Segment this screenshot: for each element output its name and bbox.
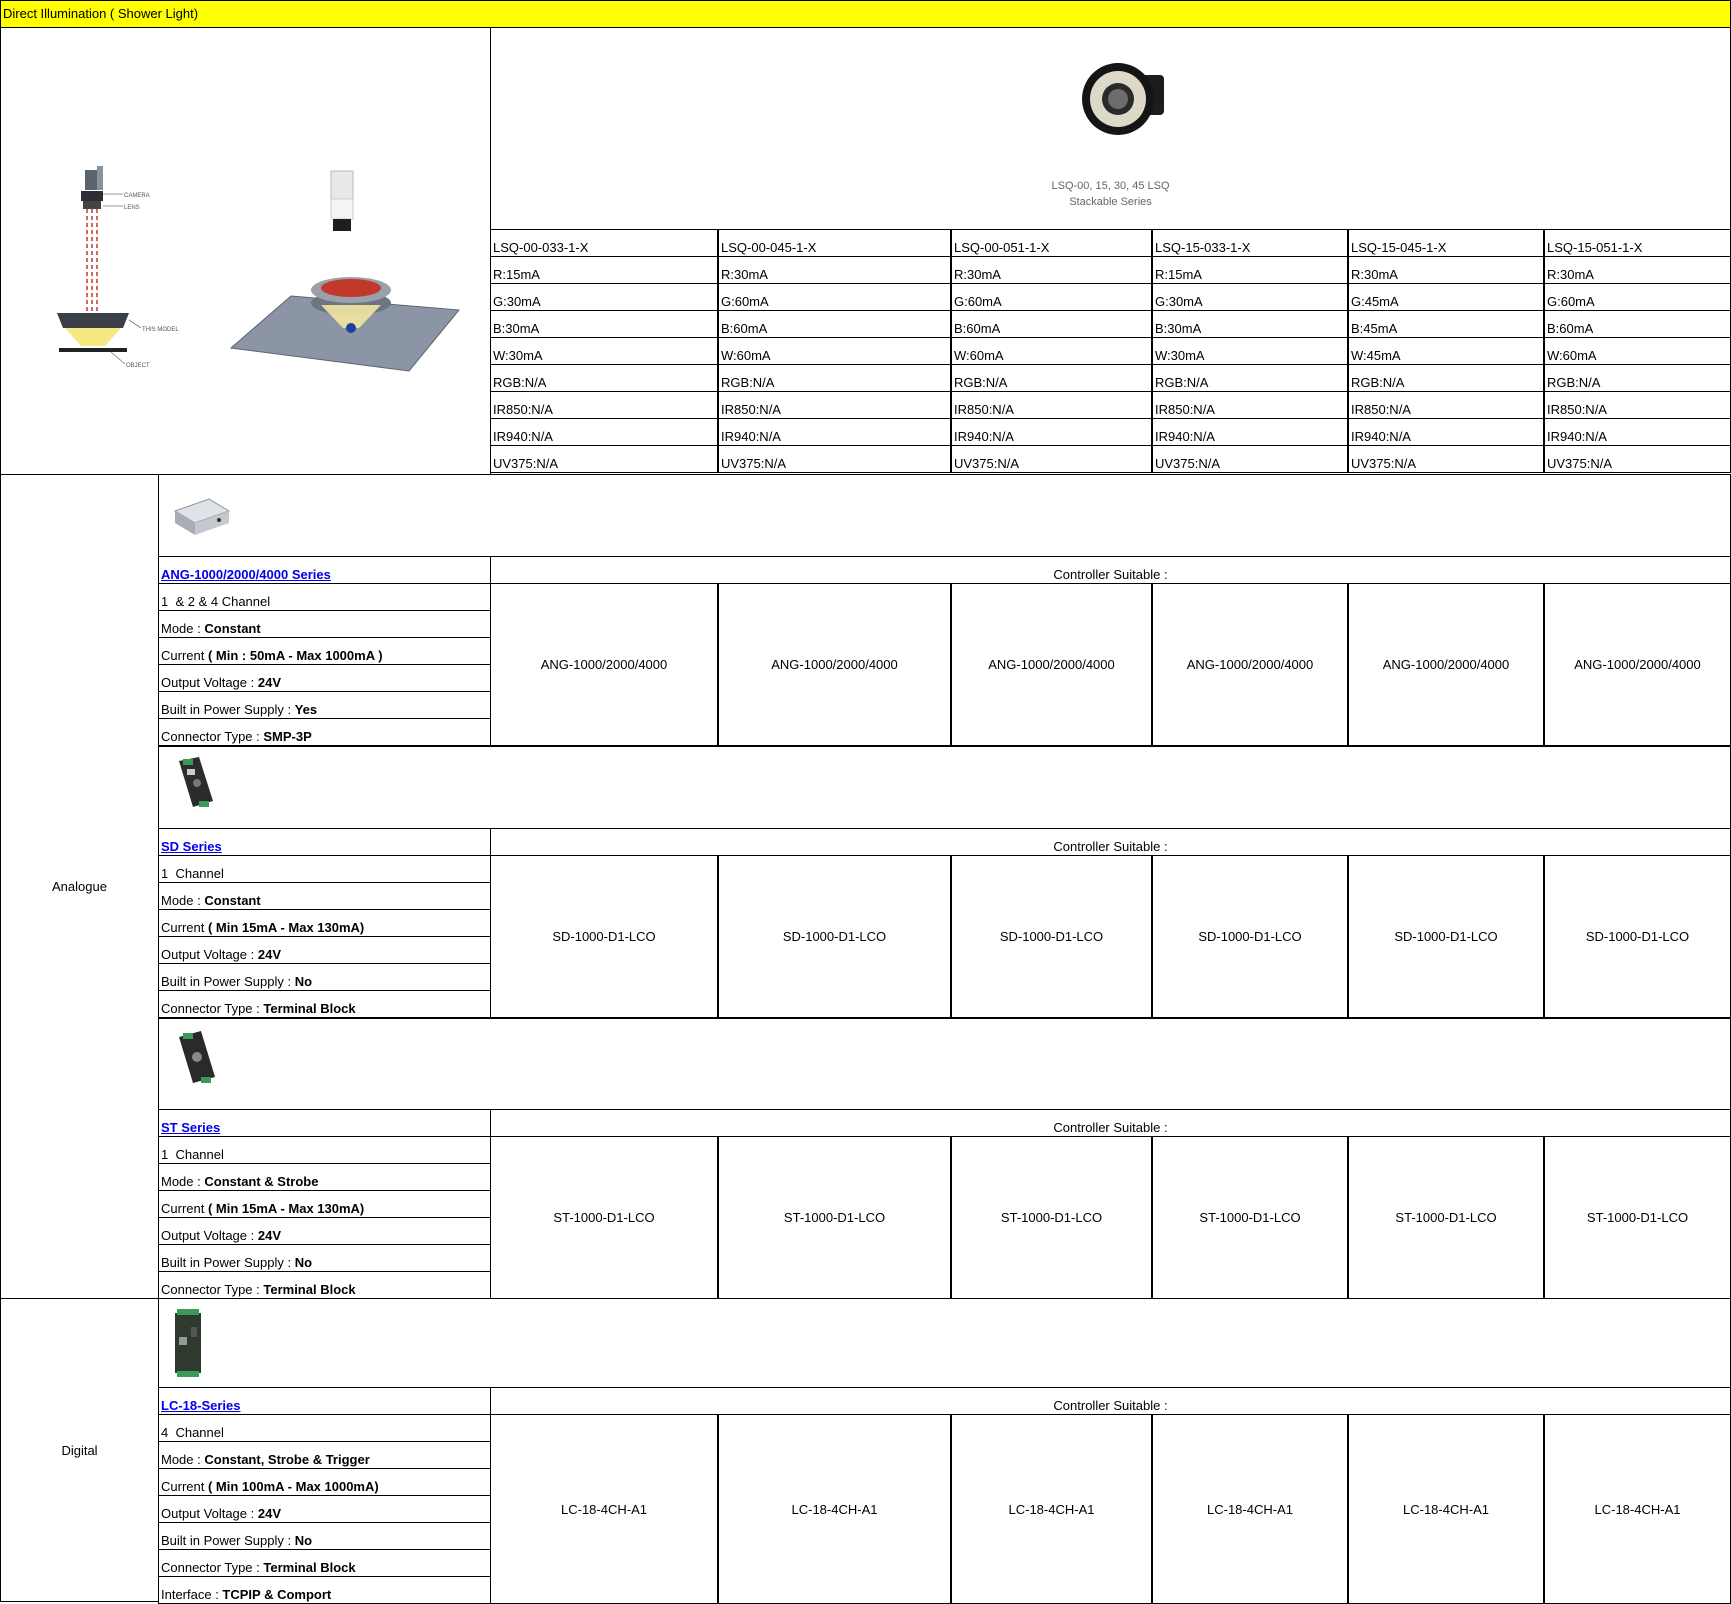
controller-model-name: SD-1000-D1-LCO — [1585, 929, 1690, 944]
controller-spec-label: 1 Channel — [161, 866, 224, 881]
controller-spec-row — [158, 1441, 491, 1469]
model-spec-value: IR850:N/A — [493, 402, 553, 417]
model-spec-value: RGB:N/A — [493, 375, 547, 390]
model-spec-value: IR850:N/A — [954, 402, 1014, 417]
model-spec — [490, 337, 718, 365]
model-spec — [1544, 445, 1731, 473]
controller-spec-value: Terminal Block — [263, 1282, 356, 1297]
controller-suitable-cell — [718, 855, 951, 1018]
model-spec — [718, 256, 951, 284]
controller-spec-row — [158, 691, 491, 719]
sd-controller-icon — [169, 755, 219, 815]
controller-image — [169, 491, 233, 542]
controller-spec-label: Output Voltage : — [161, 1506, 258, 1521]
model-spec — [490, 364, 718, 392]
controller-spec-row — [158, 1468, 491, 1496]
model-spec — [1348, 337, 1544, 365]
controller-spec-value: No — [294, 1255, 313, 1270]
model-spec — [1152, 391, 1348, 419]
controller-spec-row — [158, 1217, 491, 1245]
model-spec-value: R:30mA — [1547, 267, 1594, 282]
controller-spec-row — [158, 637, 491, 665]
controller-series-link[interactable]: ANG-1000/2000/4000 Series — [161, 567, 331, 582]
model-spec — [1544, 418, 1731, 446]
model-spec — [490, 418, 718, 446]
model-spec-value: IR850:N/A — [1547, 402, 1607, 417]
diagram-label-camera: CAMERA — [124, 193, 150, 199]
model-spec-value: W:60mA — [1547, 348, 1597, 363]
controller-suitable-cell — [1152, 1414, 1348, 1604]
model-spec-value: G:60mA — [721, 294, 769, 309]
controller-spec-value: Terminal Block — [263, 1001, 356, 1016]
controller-model-name: LC-18-4CH-A1 — [1403, 1501, 1489, 1517]
model-spec-value: B:30mA — [493, 321, 540, 336]
shower-light-render-icon — [231, 171, 459, 371]
model-spec-value: W:30mA — [1155, 348, 1205, 363]
controller-spec-label: Connector Type : — [161, 1560, 264, 1575]
model-spec — [718, 310, 951, 338]
controller-spec-label: Output Voltage : — [161, 1228, 258, 1243]
lc18-controller-icon — [169, 1307, 209, 1379]
controller-suitable-cell — [1544, 855, 1731, 1018]
controller-spec-label: Connector Type : — [161, 729, 264, 744]
controller-suitable-cell — [1348, 583, 1544, 746]
controller-spec-label: Current — [161, 920, 208, 935]
controller-suitable-cell — [951, 855, 1152, 1018]
model-spec — [1152, 256, 1348, 284]
controller-model-name: ST-1000-D1-LCO — [1199, 1210, 1301, 1225]
model-header — [718, 229, 951, 257]
model-header — [1152, 229, 1348, 257]
model-spec-value: W:60mA — [721, 348, 771, 363]
controller-suitable-cell — [490, 1414, 718, 1604]
model-spec-value: W:45mA — [1351, 348, 1401, 363]
model-spec — [490, 445, 718, 473]
controller-spec-value: No — [294, 1533, 313, 1548]
model-spec-value: W:30mA — [493, 348, 543, 363]
illustration-area — [0, 27, 491, 475]
controller-spec-value: ( Min : 50mA - Max 1000mA ) — [207, 648, 383, 663]
controller-suitable-label: Controller Suitable : — [1053, 1398, 1168, 1413]
model-spec — [1544, 364, 1731, 392]
controller-spec-label: 4 Channel — [161, 1425, 224, 1440]
shower-light-diagram — [1, 28, 491, 475]
model-spec-value: B:45mA — [1351, 321, 1398, 336]
model-spec — [490, 310, 718, 338]
controller-spec-row — [158, 936, 491, 964]
controller-spec-value: SMP-3P — [263, 729, 312, 744]
model-spec-value: UV375:N/A — [721, 456, 787, 471]
model-spec — [718, 418, 951, 446]
controller-suitable-label: Controller Suitable : — [1053, 567, 1168, 582]
sheet-title — [0, 0, 1731, 28]
st-controller-icon — [169, 1027, 221, 1091]
controller-spec-value: No — [294, 974, 313, 989]
controller-model-name: ANG-1000/2000/4000 — [771, 657, 898, 672]
category-label: Digital — [61, 1442, 98, 1458]
model-spec — [1152, 283, 1348, 311]
controller-spec-row — [158, 1576, 491, 1604]
controller-suitable-cell — [718, 1414, 951, 1604]
controller-spec-row — [158, 1244, 491, 1272]
controller-spec-row — [158, 664, 491, 692]
controller-series-link[interactable]: SD Series — [161, 839, 222, 854]
controller-spec-value: ( Min 100mA - Max 1000mA) — [207, 1479, 379, 1494]
controller-spec-label: Output Voltage : — [161, 947, 258, 962]
controller-suitable-cell — [1152, 855, 1348, 1018]
model-spec — [951, 337, 1152, 365]
controller-model-name: LC-18-4CH-A1 — [1594, 1501, 1681, 1517]
model-spec-value: RGB:N/A — [954, 375, 1008, 390]
model-spec — [1544, 391, 1731, 419]
controller-spec-value: Constant, Strobe & Trigger — [204, 1452, 370, 1467]
model-spec — [1544, 337, 1731, 365]
controller-spec-value: TCPIP & Comport — [222, 1587, 332, 1602]
controller-spec-row — [158, 1190, 491, 1218]
model-name: LSQ-00-051-1-X — [954, 240, 1050, 255]
controller-model-name: LC-18-4CH-A1 — [791, 1501, 878, 1517]
controller-suitable-cell — [490, 1136, 718, 1299]
controller-spec-label: Output Voltage : — [161, 675, 258, 690]
model-spec — [1152, 310, 1348, 338]
controller-spec-value: Terminal Block — [263, 1560, 356, 1575]
controller-model-name: SD-1000-D1-LCO — [1198, 929, 1302, 944]
controller-suitable-cell — [718, 1136, 951, 1299]
controller-spec-row — [158, 1271, 491, 1299]
controller-spec-label: Current — [161, 648, 208, 663]
controller-spec-label: Mode : — [161, 1174, 205, 1189]
controller-spec-label: Interface : — [161, 1587, 223, 1602]
category-digital — [0, 1298, 159, 1602]
model-spec — [1348, 310, 1544, 338]
model-name: LSQ-00-045-1-X — [721, 240, 817, 255]
controller-model-name: ANG-1000/2000/4000 — [1186, 657, 1314, 672]
controller-spec-value: 24V — [257, 1506, 281, 1521]
controller-spec-row — [158, 1522, 491, 1550]
controller-spec-value: ( Min 15mA - Max 130mA) — [207, 1201, 365, 1216]
controller-spec-value: 24V — [257, 1228, 281, 1243]
model-spec-value: IR940:N/A — [1155, 429, 1215, 444]
model-spec-value: B:60mA — [1547, 321, 1594, 336]
controller-model-name: ST-1000-D1-LCO — [1395, 1210, 1497, 1225]
model-spec-value: R:15mA — [493, 267, 540, 282]
controller-series-cell[interactable] — [158, 828, 491, 856]
controller-suitable-label: Controller Suitable : — [1053, 1120, 1168, 1135]
controller-model-name: ST-1000-D1-LCO — [1586, 1210, 1689, 1225]
controller-spec-row — [158, 909, 491, 937]
controller-spec-label: Current — [161, 1479, 208, 1494]
controller-series-cell[interactable] — [158, 1109, 491, 1137]
controller-suitable-cell — [718, 583, 951, 746]
model-spec-value: B:60mA — [721, 321, 768, 336]
lsq-light-icon — [1078, 61, 1168, 137]
controller-suitable-cell — [1348, 1414, 1544, 1604]
controller-suitable-cell — [1544, 583, 1731, 746]
model-spec — [951, 283, 1152, 311]
model-spec-value: B:60mA — [954, 321, 1001, 336]
model-spec — [1544, 310, 1731, 338]
controller-image-cell — [158, 746, 1731, 829]
product-caption-line2: Stackable Series — [1069, 196, 1152, 208]
model-spec-value: IR940:N/A — [493, 429, 553, 444]
controller-spec-row — [158, 718, 491, 746]
model-spec — [1152, 418, 1348, 446]
model-spec — [1348, 418, 1544, 446]
controller-image-cell — [158, 1298, 1731, 1388]
controller-spec-row — [158, 1163, 491, 1191]
controller-suitable-cell — [490, 855, 718, 1018]
diagram-label-lens: LENS — [124, 205, 140, 211]
controller-series-cell[interactable] — [158, 556, 491, 584]
controller-spec-value: 24V — [257, 947, 281, 962]
controller-spec-value: Constant & Strobe — [204, 1174, 319, 1189]
model-spec — [951, 445, 1152, 473]
controller-model-name: LC-18-4CH-A1 — [1008, 1501, 1095, 1517]
controller-model-name: ANG-1000/2000/4000 — [988, 657, 1115, 672]
controller-model-name: ANG-1000/2000/4000 — [1382, 657, 1510, 672]
controller-suitable-cell — [1152, 583, 1348, 746]
controller-model-name: SD-1000-D1-LCO — [782, 929, 887, 944]
controller-spec-value: ( Min 15mA - Max 130mA) — [207, 920, 365, 935]
controller-suitable-cell — [1152, 1136, 1348, 1299]
controller-spec-row — [158, 855, 491, 883]
model-spec-value: UV375:N/A — [954, 456, 1020, 471]
controller-model-name: SD-1000-D1-LCO — [999, 929, 1104, 944]
diagram-label-model: THIS MODEL — [142, 327, 179, 333]
model-spec — [1152, 445, 1348, 473]
model-spec-value: IR940:N/A — [721, 429, 781, 444]
model-spec — [490, 283, 718, 311]
model-spec-value: IR850:N/A — [721, 402, 781, 417]
controller-suitable-cell — [1544, 1414, 1731, 1604]
controller-model-name: LC-18-4CH-A1 — [561, 1501, 647, 1517]
controller-suitable-cell — [1544, 1136, 1731, 1299]
model-spec — [1544, 283, 1731, 311]
model-spec — [718, 445, 951, 473]
model-name: LSQ-15-051-1-X — [1547, 240, 1643, 255]
model-spec-value: G:30mA — [493, 294, 541, 309]
model-spec-value: G:60mA — [954, 294, 1002, 309]
controller-series-cell[interactable] — [158, 1387, 491, 1415]
controller-suitable-cell — [1348, 1136, 1544, 1299]
model-spec — [490, 391, 718, 419]
model-spec-value: IR940:N/A — [1351, 429, 1411, 444]
model-spec-value: UV375:N/A — [1351, 456, 1417, 471]
controller-spec-row — [158, 1136, 491, 1164]
model-spec-value: W:60mA — [954, 348, 1004, 363]
controller-model-name: ST-1000-D1-LCO — [783, 1210, 886, 1225]
model-spec — [1348, 445, 1544, 473]
title-text: Direct Illumination ( Shower Light) — [3, 6, 199, 21]
model-spec — [1348, 364, 1544, 392]
controller-spec-row — [158, 1495, 491, 1523]
model-spec — [1152, 337, 1348, 365]
controller-spec-label: Connector Type : — [161, 1282, 264, 1297]
model-spec — [951, 310, 1152, 338]
controller-spec-label: Current — [161, 1201, 208, 1216]
controller-suitable-cell — [1348, 855, 1544, 1018]
model-spec-value: RGB:N/A — [1155, 375, 1209, 390]
controller-suitable-header — [490, 1387, 1731, 1415]
model-header — [951, 229, 1152, 257]
model-spec-value: R:30mA — [721, 267, 768, 282]
controller-image — [169, 1307, 209, 1382]
controller-model-name: ANG-1000/2000/4000 — [1574, 657, 1701, 672]
model-spec — [951, 256, 1152, 284]
controller-suitable-header — [490, 1109, 1731, 1137]
controller-spec-label: 1 & 2 & 4 Channel — [161, 594, 271, 609]
model-spec-value: G:60mA — [1547, 294, 1595, 309]
controller-spec-row — [158, 1414, 491, 1442]
model-name: LSQ-00-033-1-X — [493, 240, 589, 255]
controller-spec-row — [158, 882, 491, 910]
model-name: LSQ-15-033-1-X — [1155, 240, 1251, 255]
controller-suitable-cell — [951, 1414, 1152, 1604]
model-spec-value: IR850:N/A — [1351, 402, 1411, 417]
model-spec — [951, 391, 1152, 419]
controller-spec-label: Built in Power Supply : — [161, 702, 295, 717]
model-spec — [1348, 256, 1544, 284]
model-spec-value: R:30mA — [1351, 267, 1398, 282]
diagram-label-object: OBJECT — [126, 363, 150, 369]
controller-spec-value: Yes — [294, 702, 318, 717]
model-spec — [1544, 256, 1731, 284]
controller-image — [169, 1027, 221, 1094]
controller-suitable-header — [490, 556, 1731, 584]
controller-image-cell — [158, 474, 1731, 557]
model-spec — [951, 418, 1152, 446]
model-spec — [718, 283, 951, 311]
model-spec — [490, 256, 718, 284]
model-spec-value: RGB:N/A — [1547, 375, 1601, 390]
controller-spec-row — [158, 583, 491, 611]
controller-spec-value: 24V — [257, 675, 281, 690]
controller-spec-value: Constant — [204, 621, 261, 636]
controller-spec-label: Connector Type : — [161, 1001, 264, 1016]
category-analogue — [0, 474, 159, 1299]
model-name: LSQ-15-045-1-X — [1351, 240, 1447, 255]
model-spec-value: IR940:N/A — [954, 429, 1014, 444]
model-spec-value: UV375:N/A — [1547, 456, 1613, 471]
controller-spec-label: Mode : — [161, 893, 205, 908]
model-spec-value: UV375:N/A — [493, 456, 559, 471]
controller-series-link[interactable]: ST Series — [161, 1120, 221, 1135]
model-spec — [1348, 283, 1544, 311]
controller-spec-label: 1 Channel — [161, 1147, 224, 1162]
model-spec-value: IR850:N/A — [1155, 402, 1215, 417]
controller-spec-label: Built in Power Supply : — [161, 1533, 295, 1548]
controller-spec-row — [158, 610, 491, 638]
model-spec — [718, 391, 951, 419]
model-spec-value: R:30mA — [954, 267, 1001, 282]
model-header — [1348, 229, 1544, 257]
model-spec-value: G:45mA — [1351, 294, 1399, 309]
controller-spec-row — [158, 1549, 491, 1577]
controller-model-name: ANG-1000/2000/4000 — [540, 657, 668, 672]
controller-spec-row — [158, 990, 491, 1018]
model-spec-value: UV375:N/A — [1155, 456, 1221, 471]
model-spec — [1348, 391, 1544, 419]
controller-suitable-cell — [951, 583, 1152, 746]
product-image-cell — [490, 27, 1731, 230]
controller-model-name: ST-1000-D1-LCO — [553, 1210, 655, 1225]
model-spec — [718, 337, 951, 365]
controller-model-name: ST-1000-D1-LCO — [1000, 1210, 1103, 1225]
analog-controller-box-icon — [169, 491, 233, 539]
controller-spec-row — [158, 963, 491, 991]
controller-spec-label: Mode : — [161, 621, 205, 636]
model-spec-value: R:15mA — [1155, 267, 1202, 282]
model-spec-value: IR940:N/A — [1547, 429, 1607, 444]
model-spec-value: RGB:N/A — [1351, 375, 1405, 390]
controller-image-cell — [158, 1018, 1731, 1110]
model-header — [490, 229, 718, 257]
model-spec-value: G:30mA — [1155, 294, 1203, 309]
category-label: Analogue — [52, 879, 107, 894]
controller-model-name: SD-1000-D1-LCO — [552, 929, 656, 944]
controller-suitable-label: Controller Suitable : — [1053, 839, 1168, 854]
controller-spec-label: Built in Power Supply : — [161, 974, 295, 989]
controller-suitable-cell — [490, 583, 718, 746]
controller-model-name: LC-18-4CH-A1 — [1207, 1501, 1293, 1517]
controller-suitable-cell — [951, 1136, 1152, 1299]
controller-spec-value: Constant — [204, 893, 261, 908]
model-header — [1544, 229, 1731, 257]
model-spec-value: RGB:N/A — [721, 375, 775, 390]
model-spec — [1152, 364, 1348, 392]
controller-spec-label: Built in Power Supply : — [161, 1255, 295, 1270]
controller-image — [169, 755, 219, 818]
model-spec — [718, 364, 951, 392]
controller-suitable-header — [490, 828, 1731, 856]
model-spec — [951, 364, 1152, 392]
controller-model-name: SD-1000-D1-LCO — [1394, 929, 1498, 944]
product-caption-line1: LSQ-00, 15, 30, 45 LSQ — [1051, 180, 1170, 192]
controller-spec-label: Mode : — [161, 1452, 205, 1467]
model-spec-value: B:30mA — [1155, 321, 1202, 336]
controller-series-link[interactable]: LC-18-Series — [161, 1398, 241, 1413]
